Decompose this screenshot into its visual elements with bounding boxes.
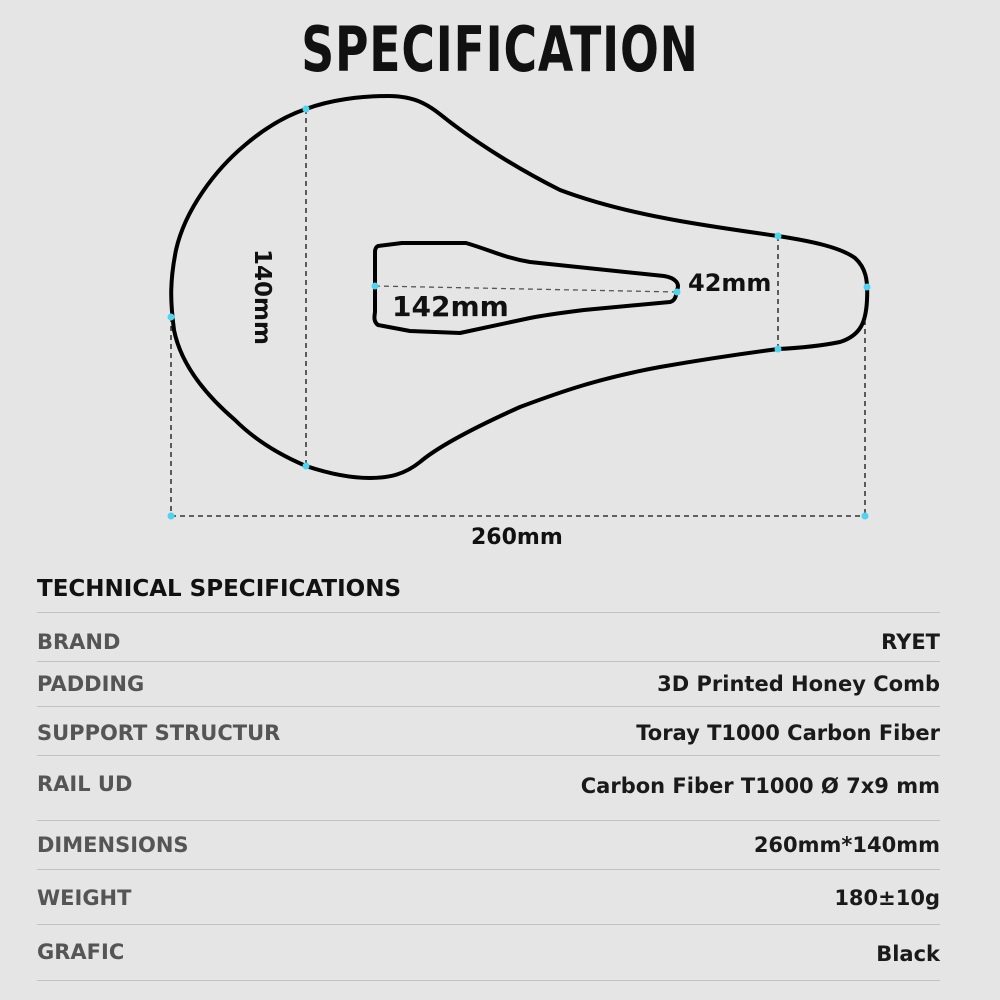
spec-row-graphic — [37, 924, 940, 981]
marker-dot — [168, 513, 175, 520]
spec-value: 180±10g — [834, 886, 940, 910]
spec-label: GRAFIC — [37, 940, 125, 964]
spec-value: Black — [876, 942, 940, 966]
marker-dot — [372, 283, 379, 290]
spec-row-padding — [37, 661, 940, 707]
spec-label: SUPPORT STRUCTUR — [37, 721, 281, 745]
spec-row-brand — [37, 612, 940, 662]
marker-dot — [862, 513, 869, 520]
spec-value: 260mm*140mm — [753, 833, 940, 857]
spec-label: WEIGHT — [37, 886, 132, 910]
marker-dot — [168, 314, 175, 321]
spec-row-rail — [37, 755, 940, 821]
spec-value: Carbon Fiber T1000 Ø 7x9 mm — [580, 774, 940, 798]
marker-dot — [674, 289, 681, 296]
marker-dot — [775, 233, 782, 240]
total-length-label: 260mm — [471, 525, 563, 550]
marker-dot — [775, 346, 782, 353]
marker-dot — [303, 463, 310, 470]
spec-label: PADDING — [37, 672, 145, 696]
spec-row-dimensions — [37, 820, 940, 870]
spec-label: RAIL UD — [37, 772, 133, 796]
spec-label: DIMENSIONS — [37, 833, 189, 857]
spec-row-support-structure — [37, 706, 940, 756]
marker-dot — [864, 284, 871, 291]
page-title: SPECIFICATION — [301, 13, 699, 86]
spec-label: BRAND — [37, 630, 121, 654]
specs-heading: TECHNICAL SPECIFICATIONS — [37, 576, 402, 602]
nose-width-label: 42mm — [688, 269, 772, 297]
spec-value: 3D Printed Honey Comb — [657, 672, 940, 696]
spec-value: Toray T1000 Carbon Fiber — [636, 721, 940, 745]
spec-row-weight — [37, 869, 940, 925]
width-label: 140mm — [249, 249, 275, 345]
spec-value: RYET — [881, 630, 940, 654]
marker-dot — [303, 106, 310, 113]
cutout-length-label: 142mm — [392, 290, 509, 323]
